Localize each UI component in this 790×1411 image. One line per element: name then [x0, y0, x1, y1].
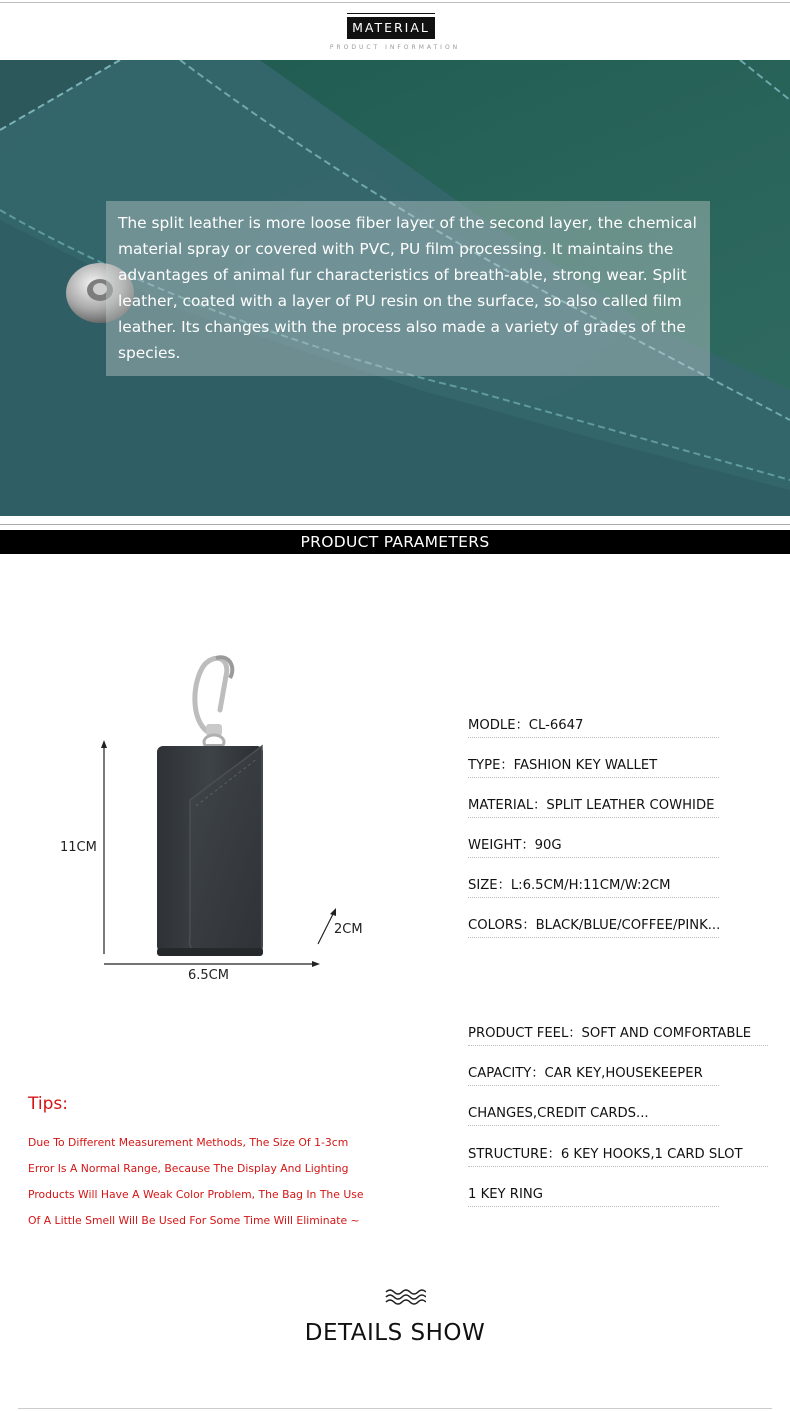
bottom-divider: [18, 1408, 772, 1409]
spec-weight: WEIGHT：90G: [468, 837, 719, 858]
spec-structure-cont: 1 KEY RING: [468, 1186, 719, 1207]
material-label: MATERIAL: [347, 17, 435, 39]
tips-line: Products Will Have A Weak Color Problem, The Bag In The Use: [28, 1188, 364, 1201]
spec-model: MODLE：CL-6647: [468, 717, 719, 738]
spec-capacity: CAPACITY：CAR KEY,HOUSEKEEPER: [468, 1065, 719, 1086]
leather-photo: [0, 60, 790, 516]
spec-size: SIZE：L:6.5CM/H:11CM/W:2CM: [468, 877, 719, 898]
spec-type: TYPE：FASHION KEY WALLET: [468, 757, 719, 778]
spec-structure: STRUCTURE：6 KEY HOOKS,1 CARD SLOT: [468, 1146, 768, 1167]
spec-material: MATERIAL：SPLIT LEATHER COWHIDE: [468, 797, 719, 818]
wave-icon: [384, 1287, 426, 1305]
depth-dimension-label: 2CM: [334, 922, 363, 937]
material-subtitle: PRODUCT INFORMATION: [329, 44, 461, 51]
product-parameters-bar: PRODUCT PARAMETERS: [0, 530, 790, 554]
product-dimension-diagram: [40, 650, 380, 990]
tips-line: Due To Different Measurement Methods, The Size Of 1-3cm: [28, 1136, 349, 1149]
wallet-illustration: [40, 650, 380, 990]
header-top-line: [0, 2, 790, 3]
material-description-box: [106, 201, 710, 376]
tips-line: Error Is A Normal Range, Because The Display And Lighting: [28, 1162, 349, 1175]
spec-product-feel: PRODUCT FEEL：SOFT AND COMFORTABLE: [468, 1025, 768, 1046]
width-dimension-label: 6.5CM: [188, 968, 229, 983]
tips-title: Tips:: [28, 1094, 68, 1114]
material-description: The split leather is more loose fiber layer of the second layer, the chemical material spray or covered with PVC, PU film processing. It maintains the advantages of animal fur characteristics of breath-able, strong wear. Split leather, coated with a layer of PU resin on the surface, so also called film leather. Its changes with the process also made a variety of grades of the species.: [118, 214, 697, 362]
height-dimension-label: 11CM: [60, 840, 97, 855]
details-show-title: DETAILS SHOW: [304, 1320, 486, 1346]
spec-capacity-cont: CHANGES,CREDIT CARDS...: [468, 1105, 719, 1126]
tips-line: Of A Little Smell Will Be Used For Some Time Will Eliminate ~: [28, 1214, 360, 1227]
parameters-top-line: [0, 524, 790, 525]
spec-colors: COLORS：BLACK/BLUE/COFFEE/PINK...: [468, 917, 719, 938]
